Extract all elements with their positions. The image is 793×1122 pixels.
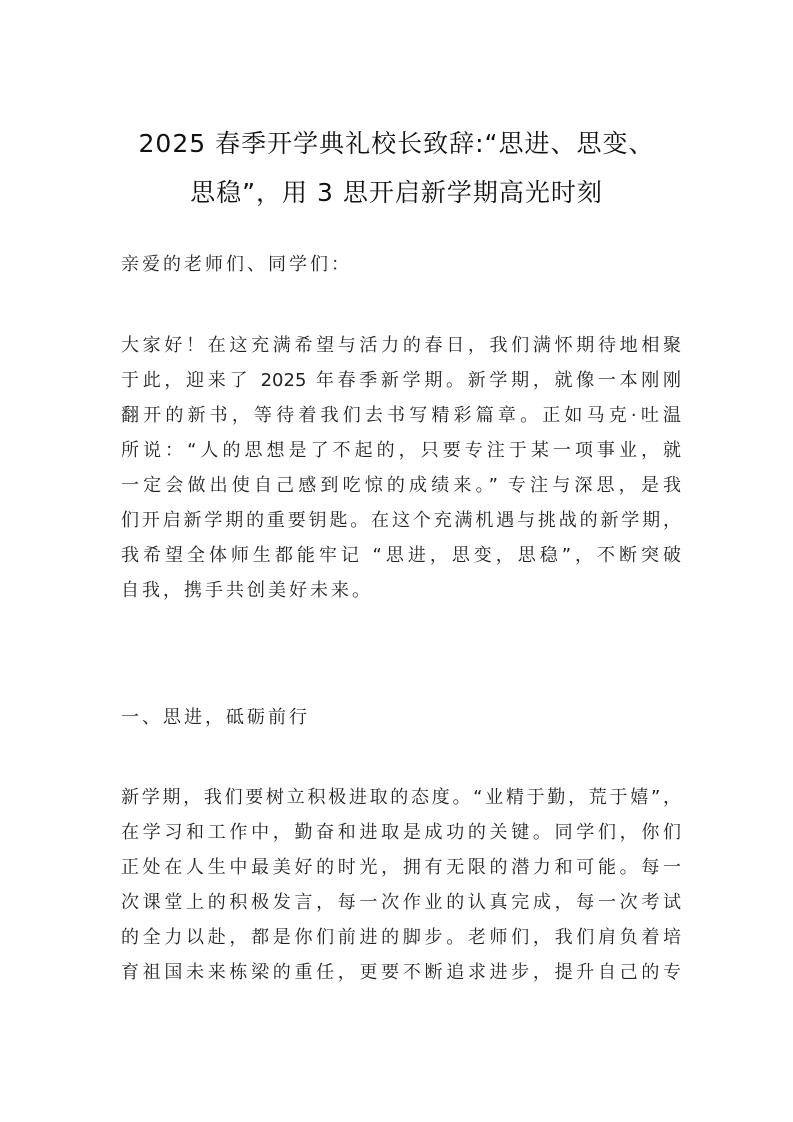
intro-paragraph-line: 翻开的新书，等待着我们去书写精彩篇章。正如马克·吐温 <box>121 405 681 426</box>
intro-paragraph-line: 一定会做出使自己感到吃惊的成绩来。” 专注与深思，是我 <box>121 475 681 496</box>
section-paragraph-line: 新学期，我们要树立积极进取的态度。“业精于勤，荒于嬉”， <box>121 787 681 808</box>
greeting: 亲爱的老师们、同学们： <box>121 254 352 275</box>
section-paragraph-line: 的全力以赴，都是你们前进的脚步。老师们，我们肩负着培 <box>121 927 681 948</box>
section-paragraph-line: 次课堂上的积极发言，每一次作业的认真完成，每一次考试 <box>121 892 681 913</box>
intro-paragraph-line: 自我，携手共创美好未来。 <box>121 580 373 601</box>
intro-paragraph-line: 于此，迎来了 2025 年春季新学期。新学期，就像一本刚刚 <box>121 370 681 391</box>
intro-paragraph-line: 大家好！在这充满希望与活力的春日，我们满怀期待地相聚 <box>121 335 681 356</box>
section-paragraph-line: 育祖国未来栋梁的重任，更要不断追求进步，提升自己的专 <box>121 962 681 983</box>
section-heading: 一、思进，砥砺前行 <box>121 707 310 728</box>
intro-paragraph-line: 们开启新学期的重要钥匙。在这个充满机遇与挑战的新学期， <box>121 510 681 531</box>
intro-paragraph-line: 我希望全体师生都能牢记 “思进，思变，思稳”，不断突破 <box>121 545 681 566</box>
document-title-line-2: 思稳”，用 3 思开启新学期高光时刻 <box>190 178 603 207</box>
intro-paragraph-line: 所说：“人的思想是了不起的，只要专注于某一项事业，就 <box>121 440 681 461</box>
section-paragraph-line: 正处在人生中最美好的时光，拥有无限的潜力和可能。每一 <box>121 857 681 878</box>
section-paragraph-line: 在学习和工作中，勤奋和进取是成功的关键。同学们，你们 <box>121 822 681 843</box>
document-title-line-1: 2025 春季开学典礼校长致辞:“思进、思变、 <box>138 129 655 158</box>
